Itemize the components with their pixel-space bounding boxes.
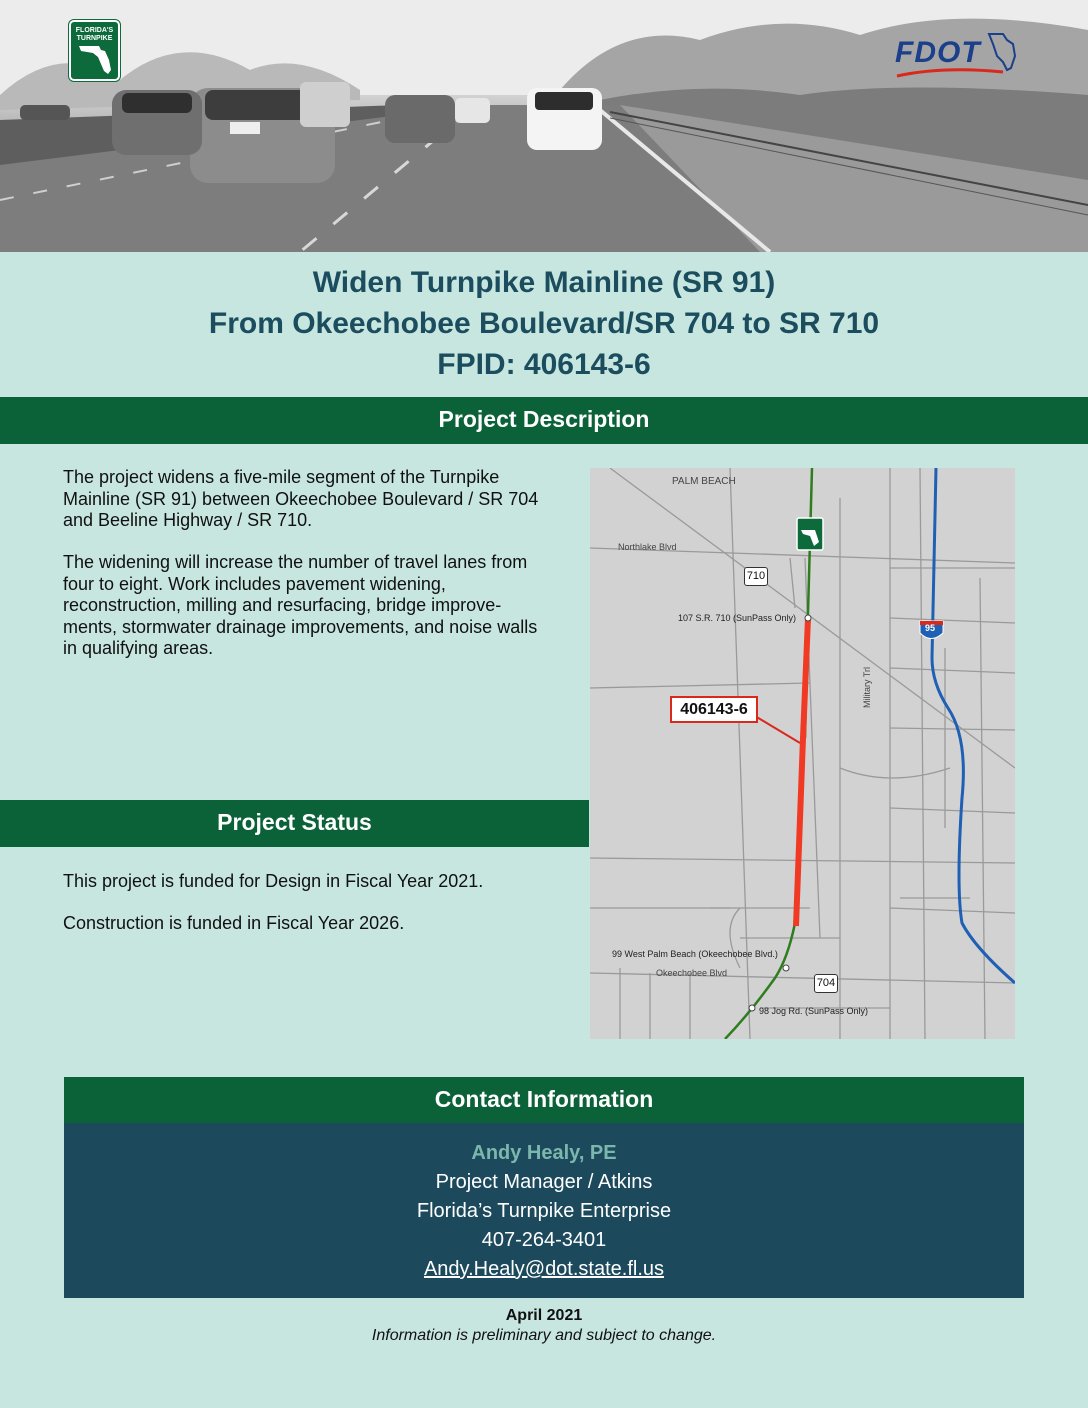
contact-organization: Florida’s Turnpike Enterprise bbox=[416, 1200, 672, 1222]
contact-name: Andy Healy, PE bbox=[471, 1142, 617, 1164]
page-title bbox=[0, 262, 1088, 385]
status-line-1: This project is funded for Design in Fiscal Year 2021. bbox=[63, 871, 484, 891]
footer bbox=[0, 1306, 1088, 1346]
project-location-map bbox=[590, 468, 1015, 1039]
fdot-logo: FDOT bbox=[893, 30, 1018, 85]
footer-date: April 2021 bbox=[505, 1307, 583, 1324]
status-line-2: Construction is funded in Fiscal Year 2026. bbox=[63, 913, 405, 933]
title-line-1: Widen Turnpike Mainline (SR 91) bbox=[312, 266, 776, 299]
sr-710-shield: 710 bbox=[744, 567, 768, 586]
description-paragraph-2: The widening will increase the number of travel lanes from four to eight. Work includes pavement widening, reconstruction, milling and resurfacing, bridge improve-ments, stormwater drainage improvements, and noise walls in qualifying areas. bbox=[63, 552, 538, 658]
title-line-2: From Okeechobee Boulevard/SR 704 to SR 710 bbox=[208, 307, 880, 340]
contact-information-box bbox=[64, 1123, 1024, 1298]
contact-phone: 407-264-3401 bbox=[481, 1229, 607, 1251]
map-label-exit-107: 107 S.R. 710 (SunPass Only) bbox=[678, 613, 797, 623]
project-callout-label: 406143-6 bbox=[670, 696, 758, 723]
contact-information-heading: Contact Information bbox=[64, 1077, 1024, 1123]
title-line-3: FPID: 406143-6 bbox=[437, 348, 651, 381]
map-label-northlake-blvd: Northlake Blvd bbox=[618, 542, 677, 552]
map-label-okeechobee-blvd: Okeechobee Blvd bbox=[656, 968, 728, 978]
contact-email-link[interactable]: Andy.Healy@dot.state.fl.us bbox=[423, 1258, 665, 1280]
map-label-exit-99: 99 West Palm Beach (Okeechobee Blvd.) bbox=[612, 949, 778, 959]
project-description-heading: Project Description bbox=[0, 397, 1088, 444]
contact-role: Project Manager / Atkins bbox=[435, 1171, 653, 1193]
map-label-palm-beach: PALM BEACH bbox=[672, 476, 736, 487]
map-label-military-trl: Military Trl bbox=[862, 667, 872, 708]
project-status-heading: Project Status bbox=[0, 800, 589, 847]
florida-state-icon bbox=[71, 38, 118, 78]
i95-shield-label: 95 bbox=[925, 623, 936, 633]
map-label-exit-98: 98 Jog Rd. (SunPass Only) bbox=[759, 1006, 869, 1016]
footer-disclaimer: Information is preliminary and subject to change. bbox=[371, 1327, 717, 1344]
florida-turnpike-logo: FLORIDA'S TURNPIKE bbox=[69, 20, 120, 81]
description-paragraph-1: The project widens a five-mile segment of the Turnpike Mainline (SR 91) between Okeechobee Boulevard / SR 704 and Beeline Highway / SR 710. bbox=[63, 467, 539, 530]
sr-704-shield: 704 bbox=[814, 974, 838, 993]
header-photo bbox=[0, 0, 1088, 252]
